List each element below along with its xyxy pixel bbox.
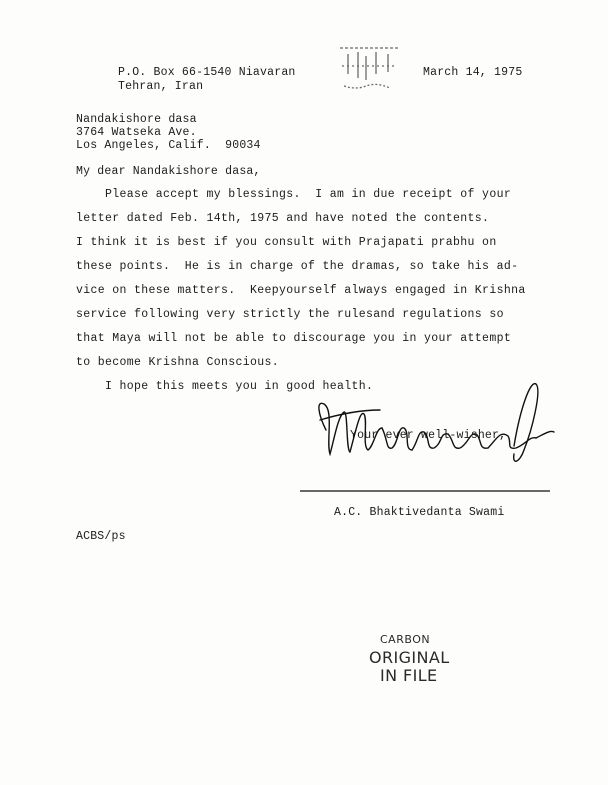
body-line: these points. He is in charge of the dramas, so take his ad- xyxy=(76,260,519,273)
body-line: service following very strictly the rulesand regulations so xyxy=(76,308,504,321)
address-line-2: Tehran, Iran xyxy=(118,80,204,93)
body-line: I think it is best if you consult with Prajapati prabhu on xyxy=(76,236,497,249)
signatory-name: A.C. Bhaktivedanta Swami xyxy=(334,506,505,519)
top-stamp-mark xyxy=(336,44,402,96)
salutation: My dear Nandakishore dasa, xyxy=(76,165,261,178)
body-line: vice on these matters. Keepyourself always engaged in Krishna xyxy=(76,284,526,297)
address-line-1: P.O. Box 66-1540 Niavaran xyxy=(118,66,296,79)
sign-off: Your ever well-wisher, xyxy=(350,429,507,442)
recipient-street: 3764 Watseka Ave. xyxy=(76,126,197,139)
carbon-stamp-line-1: CARBON xyxy=(380,633,431,646)
body-line: Please accept my blessings. I am in due receipt of your xyxy=(76,188,512,201)
carbon-stamp-line-2: ORIGINAL xyxy=(369,648,450,667)
recipient-name: Nandakishore dasa xyxy=(76,113,197,126)
reference-initials: ACBS/ps xyxy=(76,530,126,543)
closing-line: I hope this meets you in good health. xyxy=(76,380,374,393)
carbon-stamp-line-3: IN FILE xyxy=(380,666,438,685)
body-line: to become Krishna Conscious. xyxy=(76,356,280,369)
recipient-city: Los Angeles, Calif. 90034 xyxy=(76,139,261,152)
handwritten-signature xyxy=(300,370,560,500)
letter-date: March 14, 1975 xyxy=(423,66,523,79)
body-line: letter dated Feb. 14th, 1975 and have noted the contents. xyxy=(76,212,490,225)
body-line: that Maya will not be able to discourage you in your attempt xyxy=(76,332,512,345)
